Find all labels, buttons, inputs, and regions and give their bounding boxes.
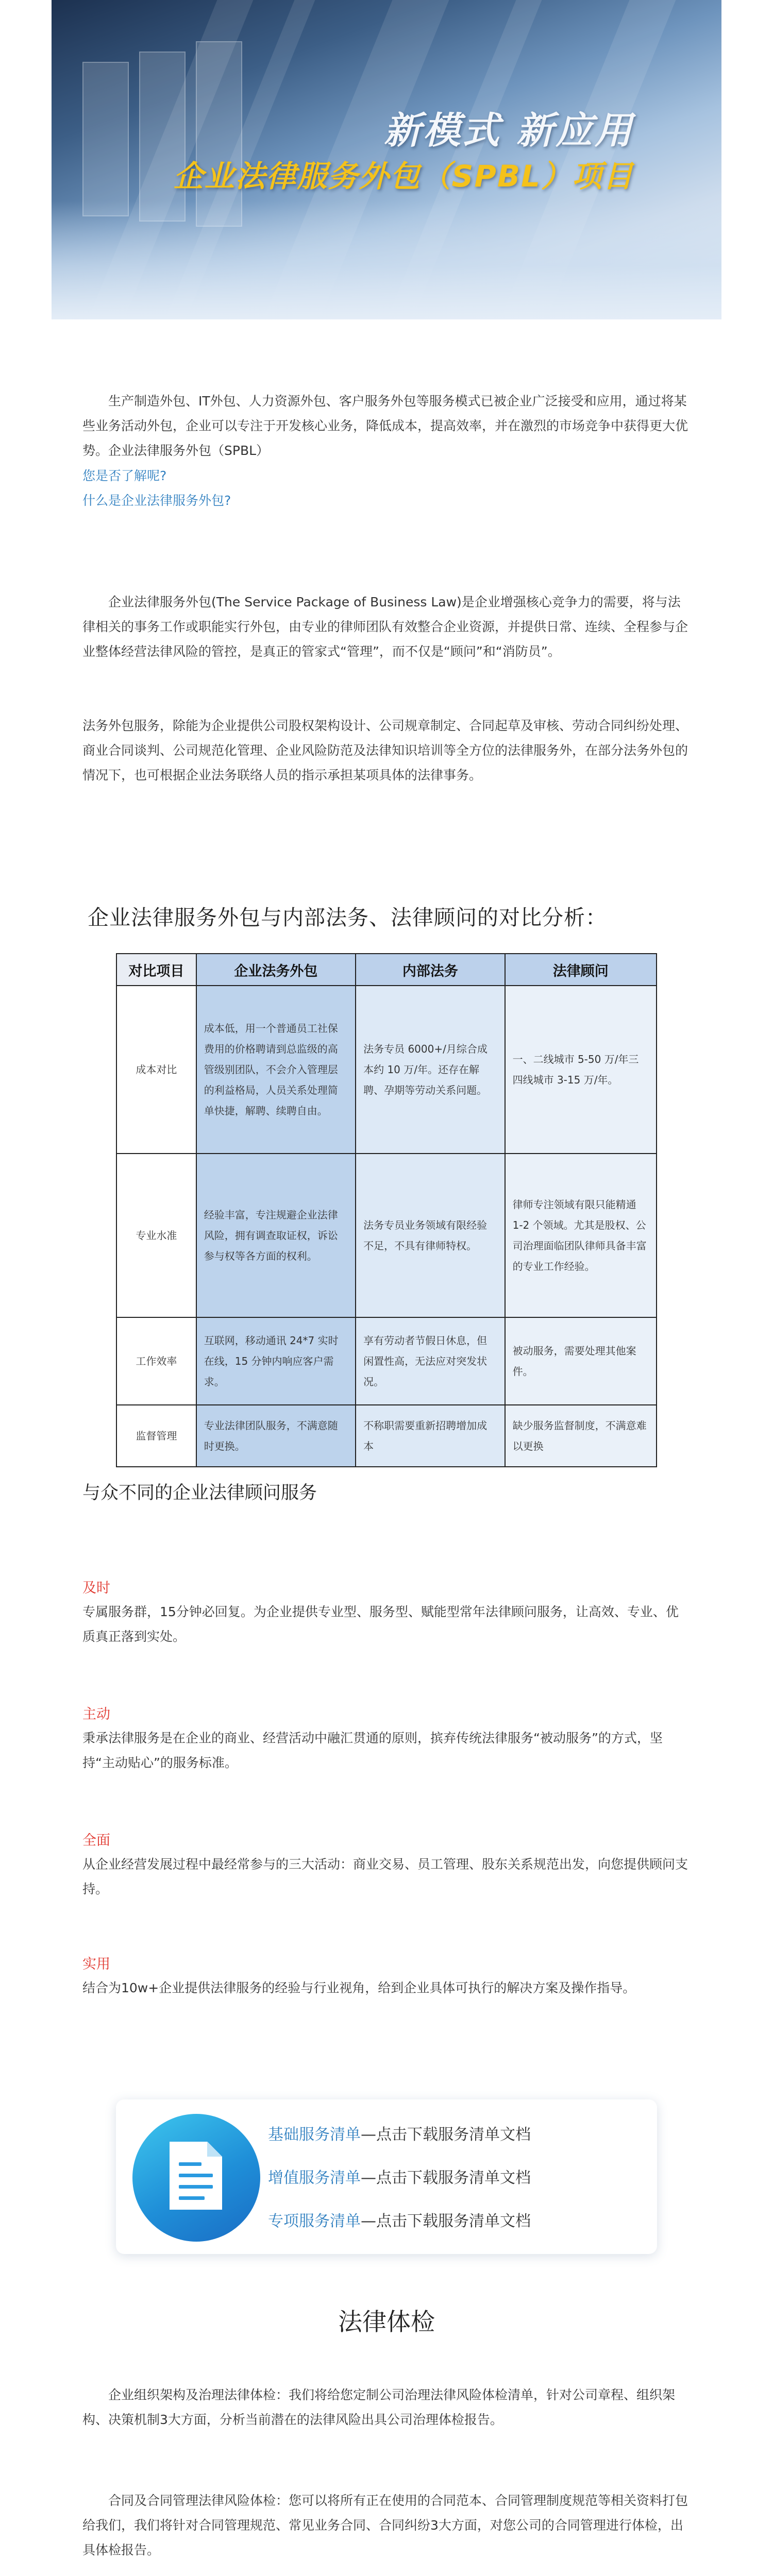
cell-inhouse: 享有劳动者节假日休息，但闲置性高，无法应对突发状况。 [356,1317,505,1405]
document-line [179,2185,213,2189]
feature-title: 主动 [82,1706,110,1722]
row-label: 监督管理 [116,1405,196,1467]
download-text[interactable]: 点击下载服务清单文档 [376,2212,531,2230]
download-link-value-added[interactable] [268,2165,531,2188]
feature-text: 从企业经营发展过程中最经常参与的三大活动：商业交易、员工管理、股东关系规范出发，向您提供顾问支持。 [82,1857,688,1896]
hero-banner [52,0,721,319]
header-outsource: 企业法务外包 [196,954,356,986]
cell-outsource: 成本低，用一个普通员工社保费用的价格聘请到总监级的高管级别团队，不会介入管理层的利益格局，人员关系处理简单快捷，解聘、续聘自由。 [196,986,356,1154]
table-row [116,1405,657,1467]
feature-text: 专属服务群，15分钟必回复。为企业提供专业型、服务型、赋能型常年法律顾问服务，让高效、专业、优质真正落到实处。 [82,1604,679,1644]
cell-counsel: 一、二线城市 5-50 万/年三四线城市 3-15 万/年。 [505,986,657,1154]
intro-link-what-is[interactable]: 什么是企业法律服务外包? [82,493,231,508]
document-line [179,2196,205,2200]
header-inhouse: 内部法务 [356,954,505,986]
row-label: 成本对比 [116,986,196,1154]
cell-outsource: 互联网，移动通讯 24*7 实时在线，15 分钟内响应客户需求。 [196,1317,356,1405]
banner-title: 新模式 新应用 [383,109,634,152]
header-item: 对比项目 [116,954,196,986]
definition-paragraph-2: 法务外包服务，除能为企业提供公司股权架构设计、公司规章制定、合同起草及审核、劳动合同纠纷处理、商业合同谈判、公司规范化管理、企业风险防范及法律知识培训等全方位的法律服务外，在部分法务外包的情况下，也可根据企业法务联络人员的指示承担某项具体的法律事务。 [82,718,688,783]
document-line [179,2162,201,2166]
document-line [179,2174,213,2177]
download-text[interactable]: 点击下载服务清单文档 [376,2169,531,2187]
cell-outsource: 专业法律团队服务，不满意随时更换。 [196,1405,356,1467]
checkup-paragraph: 合同及合同管理法律风险体检：您可以将所有正在使用的合同范本、合同管理制度规范等相关资料打包给我们，我们将针对合同管理规范、常见业务合同、合同纠纷3大方面，对您公司的合同管理进行体检，出具体检报告。 [82,2493,688,2557]
intro-link-understand[interactable]: 您是否了解呢? [82,468,167,483]
header-counsel: 法律顾问 [505,954,657,986]
comparison-heading: 企业法律服务外包与内部法务、法律顾问的对比分析： [88,905,607,930]
table-row [116,1317,657,1405]
features-heading: 与众不同的企业法律顾问服务 [82,1483,317,1503]
table-header-row [116,954,657,986]
checkup-heading: 法律体检 [338,2308,435,2336]
feature-text: 秉承法律服务是在企业的商业、经营活动中融汇贯通的原则，摈弃传统法律服务“被动服务”的方式，坚持“主动贴心”的服务标准。 [82,1731,663,1770]
intro-paragraph: 生产制造外包、IT外包、人力资源外包、客户服务外包等服务模式已被企业广泛接受和应用，通过将某些业务活动外包，企业可以专注于开发核心业务，降低成本，提高效率，并在激烈的市场竞争中获得更大优势。企业法律服务外包（SPBL） [82,394,688,458]
cell-outsource: 经验丰富，专注规避企业法律风险，拥有调查取证权，诉讼参与权等各方面的权利。 [196,1154,356,1317]
download-separator: — [361,2169,376,2187]
download-keyword[interactable]: 专项服务清单 [268,2212,361,2230]
feature-title: 及时 [82,1580,110,1596]
row-label: 工作效率 [116,1317,196,1405]
download-separator: — [361,2212,376,2230]
definition-paragraph: 企业法律服务外包(The Service Package of Business Law)是企业增强核心竞争力的需要，将与法律相关的事务工作或职能实行外包，由专业的律师团队有效整合企业资源，并提供日常、连续、全程参与企业整体经营法律风险的管控，是真正的管家式“管理”，而不仅是“顾问”和“消防员”。 [82,595,688,659]
download-text[interactable]: 点击下载服务清单文档 [376,2126,531,2144]
window-panel [196,41,242,227]
window-panel [139,52,186,222]
comparison-table [116,953,657,1467]
document-icon [170,2142,222,2210]
cell-counsel: 缺少服务监督制度，不满意难以更换 [505,1405,657,1467]
table-row [116,1154,657,1317]
download-link-special[interactable] [268,2208,531,2231]
banner-subtitle: 企业法律服务外包（SPBL）项目 [173,159,634,194]
cell-counsel: 被动服务，需要处理其他案件。 [505,1317,657,1405]
window-panel [82,62,129,216]
cell-inhouse: 法务专员业务领域有限经验不足，不具有律师特权。 [356,1154,505,1317]
feature-title: 全面 [82,1833,110,1849]
feature-title: 实用 [82,1956,110,1972]
cell-inhouse: 不称职需要重新招聘增加成本 [356,1405,505,1467]
download-separator: — [361,2126,376,2144]
download-keyword[interactable]: 基础服务清单 [268,2126,361,2144]
table-row [116,986,657,1154]
checkup-paragraph: 企业组织架构及治理法律体检：我们将给您定制公司治理法律风险体检清单，针对公司章程、组织架构、决策机制3大方面，分析当前潜在的法律风险出具公司治理体检报告。 [82,2387,676,2427]
row-label: 专业水准 [116,1154,196,1317]
cell-inhouse: 法务专员 6000+/月综合成本约 10 万/年。还存在解聘、孕期等劳动关系问题。 [356,986,505,1154]
feature-text: 结合为10w+企业提供法律服务的经验与行业视角，给到企业具体可执行的解决方案及操作指导。 [82,1980,636,1995]
banner-floor [52,201,721,319]
download-link-basic[interactable] [268,2122,531,2144]
cell-counsel: 律师专注领域有限只能精通 1-2 个领域。尤其是股权、公司治理面临团队律师具备丰富的专业工作经验。 [505,1154,657,1317]
download-keyword[interactable]: 增值服务清单 [268,2169,361,2187]
